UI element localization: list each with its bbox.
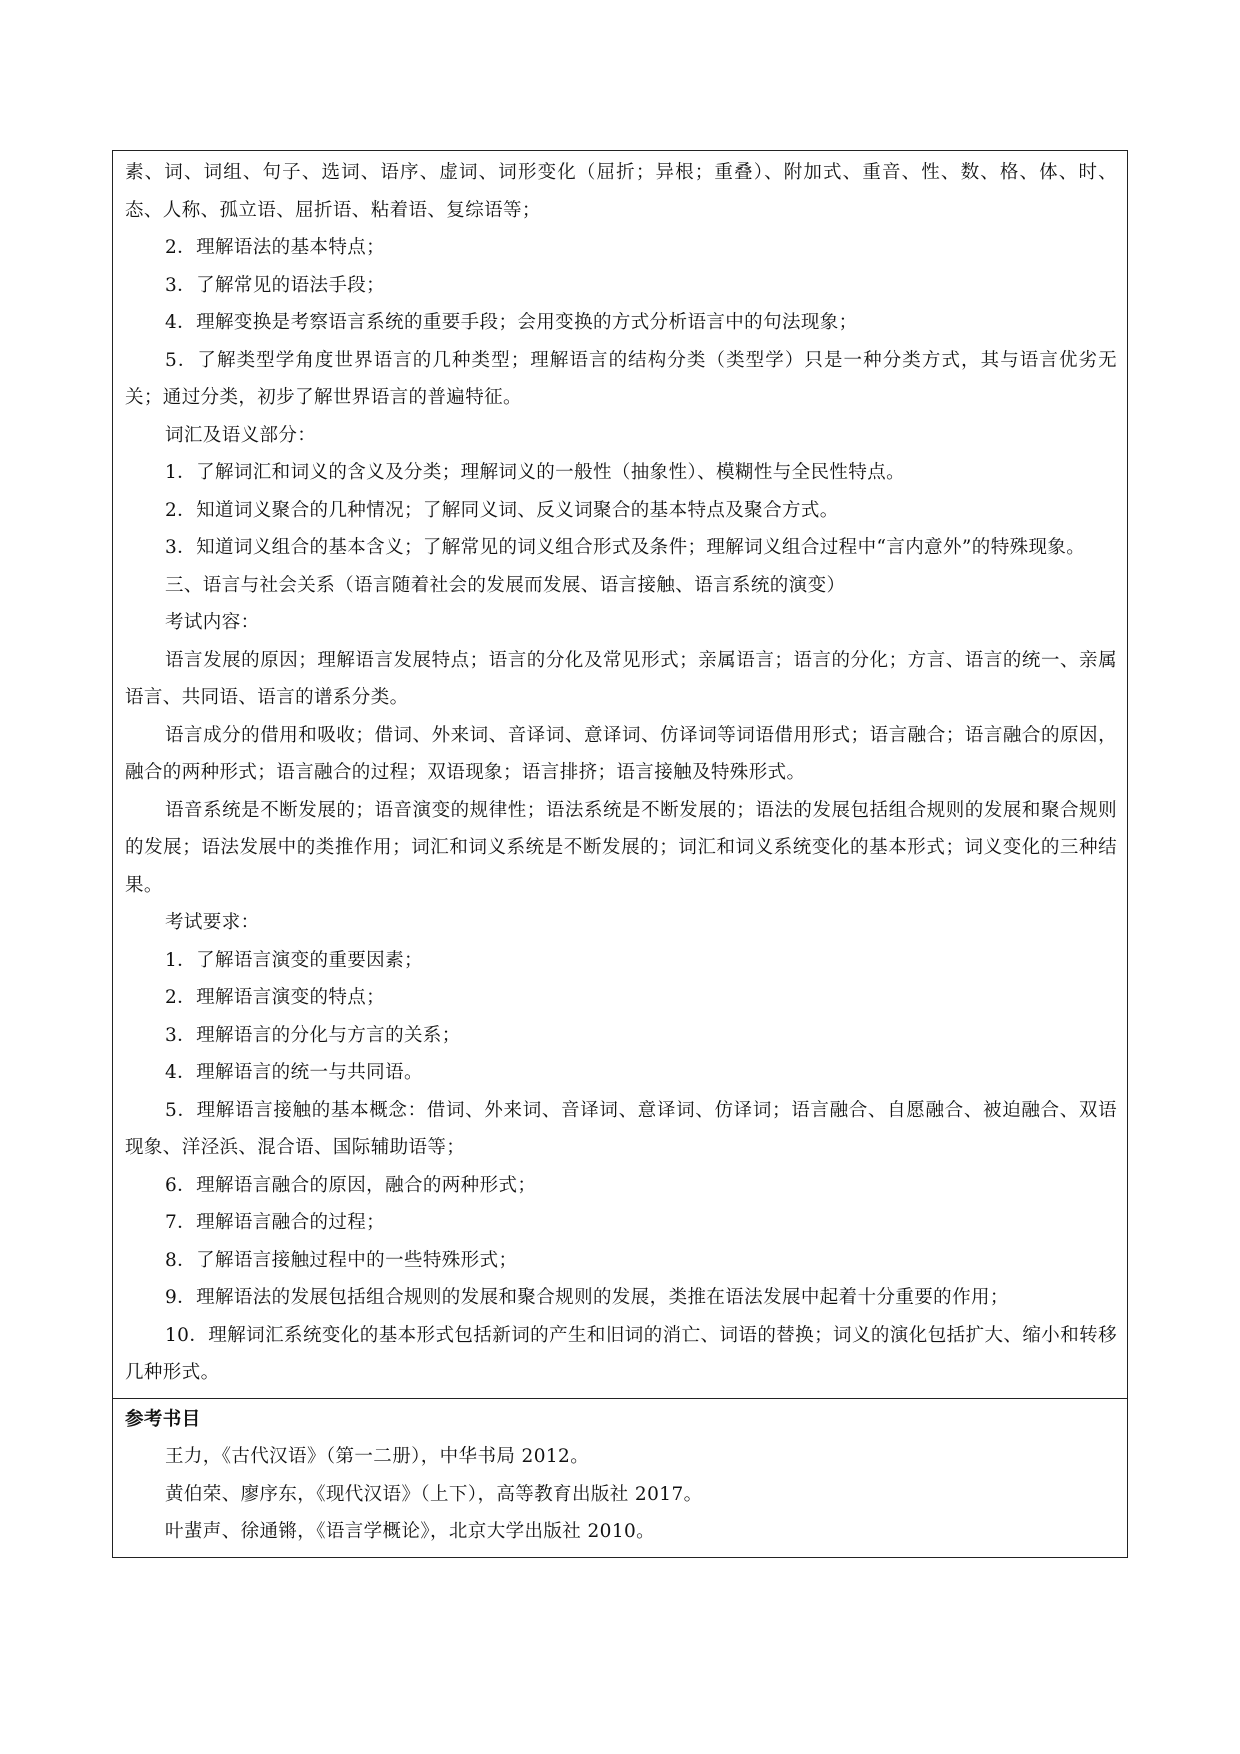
paragraph: 5．理解语言接触的基本概念：借词、外来词、音译词、意译词、仿译词；语言融合、自愿融合、被迫融合、双语现象、洋泾浜、混合语、国际辅助语等；	[125, 1099, 1117, 1158]
paragraph: 语言发展的原因；理解语言发展特点；语言的分化及常见形式；亲属语言；语言的分化；方言、语言的统一、亲属语言、共同语、语言的谱系分类。	[125, 649, 1117, 708]
paragraph: 5．了解类型学角度世界语言的几种类型；理解语言的结构分类（类型学）只是一种分类方式，其与语言优劣无关；通过分类，初步了解世界语言的普遍特征。	[125, 349, 1117, 408]
paragraph: 语音系统是不断发展的；语音演变的规律性；语法系统是不断发展的；语法的发展包括组合规则的发展和聚合规则的发展；语法发展中的类推作用；词汇和词义系统是不断发展的；词汇和词义系统变化的基本形式；词义变化的三种结果。	[125, 799, 1117, 896]
content-cell	[113, 151, 1127, 1398]
syllabus-table	[112, 150, 1128, 1558]
paragraph: 8．了解语言接触过程中的一些特殊形式；	[165, 1249, 518, 1271]
paragraph: 7．理解语言融合的过程；	[165, 1212, 386, 1233]
paragraph: 2．知道词义聚合的几种情况；了解同义词、反义词聚合的基本特点及聚合方式。	[165, 499, 839, 521]
paragraph: 3．理解语言的分化与方言的关系；	[165, 1024, 461, 1046]
paragraph: 1．了解语言演变的重要因素；	[165, 949, 423, 971]
section-label: 考试要求：	[165, 912, 260, 933]
paragraph: 4．理解语言的统一与共同语。	[165, 1062, 423, 1083]
paragraph: 1．了解词汇和词义的含义及分类；理解词义的一般性（抽象性）、模糊性与全民性特点。	[165, 462, 906, 483]
paragraph: 3．了解常见的语法手段；	[165, 274, 386, 296]
reference-item: 叶蜚声、徐通锵，《语言学概论》，北京大学出版社 2010。	[165, 1521, 656, 1542]
reference-item: 黄伯荣、廖序东，《现代汉语》（上下），高等教育出版社 2017。	[165, 1483, 703, 1505]
paragraph: 4．理解变换是考察语言系统的重要手段；会用变换的方式分析语言中的句法现象；	[165, 312, 858, 333]
section-label: 词汇及语义部分：	[165, 424, 317, 446]
paragraph: 3．知道词义组合的基本含义；了解常见的词义组合形式及条件；理解词义组合过程中“言内意外”的特殊现象。	[165, 537, 1086, 558]
paragraph: 素、词、词组、句子、选词、语序、虚词、词形变化（屈折；异根；重叠）、附加式、重音、性、数、格、体、时、态、人称、孤立语、屈折语、粘着语、复综语等；	[125, 162, 1117, 221]
paragraph: 10．理解词汇系统变化的基本形式包括新词的产生和旧词的消亡、词语的替换；词义的演化包括扩大、缩小和转移几种形式。	[125, 1324, 1117, 1383]
references-heading: 参考书目	[125, 1408, 201, 1430]
reference-item: 王力，《古代汉语》（第一二册），中华书局 2012。	[165, 1446, 590, 1467]
paragraph: 语言成分的借用和吸收；借词、外来词、音译词、意译词、仿译词等词语借用形式；语言融合；语言融合的原因，融合的两种形式；语言融合的过程；双语现象；语言排挤；语言接触及特殊形式。	[125, 724, 1117, 783]
references-cell	[113, 1399, 1127, 1557]
section-heading: 三、语言与社会关系（语言随着社会的发展而发展、语言接触、语言系统的演变）	[165, 574, 846, 596]
paragraph: 9．理解语法的发展包括组合规则的发展和聚合规则的发展，类推在语法发展中起着十分重要的作用；	[165, 1287, 1009, 1308]
paragraph: 2．理解语言演变的特点；	[165, 987, 386, 1008]
paragraph: 2．理解语法的基本特点；	[165, 237, 386, 258]
paragraph: 6．理解语言融合的原因，融合的两种形式；	[165, 1174, 537, 1196]
section-label: 考试内容：	[165, 612, 260, 633]
